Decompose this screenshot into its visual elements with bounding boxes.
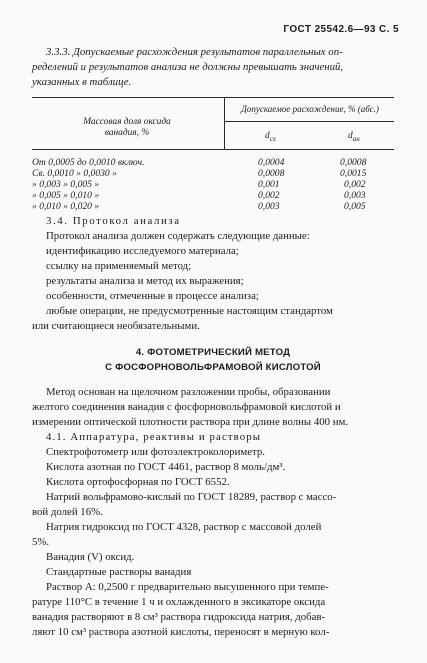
sec4-line-17: ляют 10 см³ раствора азотной кислоты, переносят в мерную кол- (32, 626, 330, 638)
row-3-range: » 0,003 » 0,005 » (32, 179, 100, 190)
row-2-range: Св. 0,0010 » 0,0030 » (32, 168, 117, 179)
sec4-line-16: ванадия растворяют в 8 см³ раствора гидроксида натрия, добав- (32, 611, 326, 623)
col1-header-line-2: ванадия, % (104, 128, 150, 138)
sec34-line-2: идентификацию исследуемого материала; (46, 245, 239, 257)
section-4-title-line-1: 4. ФОТОМЕТРИЧЕСКИЙ МЕТОД (135, 347, 291, 358)
row-3-dan: 0,002 (344, 179, 366, 190)
dan-header: $d_{ан}$ (348, 131, 360, 143)
dcx-header: $d_{сх}$ (265, 131, 276, 143)
sec4-line-6: Кислота азотная по ГОСТ 4461, раствор 8 моль/дм³. (46, 461, 286, 473)
sec4-line-8: Натрий вольфрамово-кислый по ГОСТ 18289, раствор с массо- (46, 491, 337, 503)
row-5-range: » 0,010 » 0,020 » (32, 201, 100, 212)
row-4-range: » 0,005 » 0,010 » (32, 190, 100, 201)
sec34-line-7: или считающиеся необязательными. (32, 320, 200, 332)
sec4-line-5: Спектрофотометр или фотоэлектроколориметр. (46, 446, 265, 458)
sec34-line-5: особенности, отмеченные в процессе анализа; (46, 290, 259, 302)
row-2-dan: 0,0015 (340, 168, 367, 179)
section-4-title-line-2: С ФОСФОРНОВОЛЬФРАМОВОЙ КИСЛОТОЙ (105, 362, 321, 373)
row-4-dan: 0,003 (344, 190, 366, 201)
sec4-line-10: Натрия гидроксид по ГОСТ 4328, раствор с массовой долей (46, 521, 322, 533)
table-col-divider (224, 97, 225, 149)
sec4-line-2: желтого соединения ванадия с фосфорновольфрамовой кислотой и (32, 401, 341, 413)
sec4-line-13: Стандартные растворы ванадия (46, 566, 192, 578)
sec4-line-15: ратуре 110°С в течение 1 ч и охлажденного в эксикаторе оксида (32, 596, 326, 608)
para-333-line-1: 3.3.3. Допускаемые расхождения результатов параллельных оп- (46, 46, 343, 58)
row-1-range: От 0,0005 до 0,0010 включ. (32, 157, 145, 168)
col1-header-line-1: Массовая доля оксида (83, 117, 171, 127)
row-1-dcx: 0,0004 (258, 157, 285, 168)
table-subheader-rule (224, 121, 394, 122)
sec4-line-11: 5%. (32, 536, 50, 548)
sec4-line-3: измерении оптической плотности раствора при длине волны 400 нм. (32, 416, 349, 428)
sec41-title: 4.1. Аппаратура, реактивы и растворы (46, 431, 262, 443)
sec34-line-4: результаты анализа и метод их выражения; (46, 275, 244, 287)
row-1-dan: 0,0008 (340, 157, 367, 168)
col2-header: Допускаемое расхождение, % (абс.) (241, 104, 379, 114)
sec4-line-12: Ванадия (V) оксид. (46, 551, 135, 563)
sec4-line-9: вой долей 16%. (32, 506, 103, 518)
sec34-line-3: ссылку на применяемый метод; (46, 260, 192, 272)
table-header-rule (32, 149, 394, 150)
row-2-dcx: 0,0008 (258, 168, 285, 179)
para-333-line-2: ределений и результатов анализа не должны превышать значений, (32, 61, 344, 73)
sec4-line-14: Раствор А: 0,2500 г предварительно высушенного при темпе- (46, 581, 329, 593)
page-header: ГОСТ 25542.6—93 С. 5 (283, 24, 399, 35)
row-5-dan: 0,005 (344, 201, 366, 212)
row-5-dcx: 0,003 (258, 201, 280, 212)
sec34-line-1: Протокол анализа должен содержать следующие данные: (46, 230, 310, 242)
section-34-title: 3.4. Протокол анализа (46, 215, 181, 227)
para-333-line-3: указанных в таблице. (32, 76, 132, 88)
sec34-line-6: любые операции, не предусмотренные настоящим стандартом (46, 305, 333, 317)
table-top-rule (32, 97, 394, 98)
row-4-dcx: 0,002 (258, 190, 280, 201)
sec4-line-1: Метод основан на щелочном разложении пробы, образовании (46, 386, 331, 398)
row-3-dcx: 0,001 (258, 179, 280, 190)
sec4-line-7: Кислота ортофосфорная по ГОСТ 6552. (46, 476, 230, 488)
